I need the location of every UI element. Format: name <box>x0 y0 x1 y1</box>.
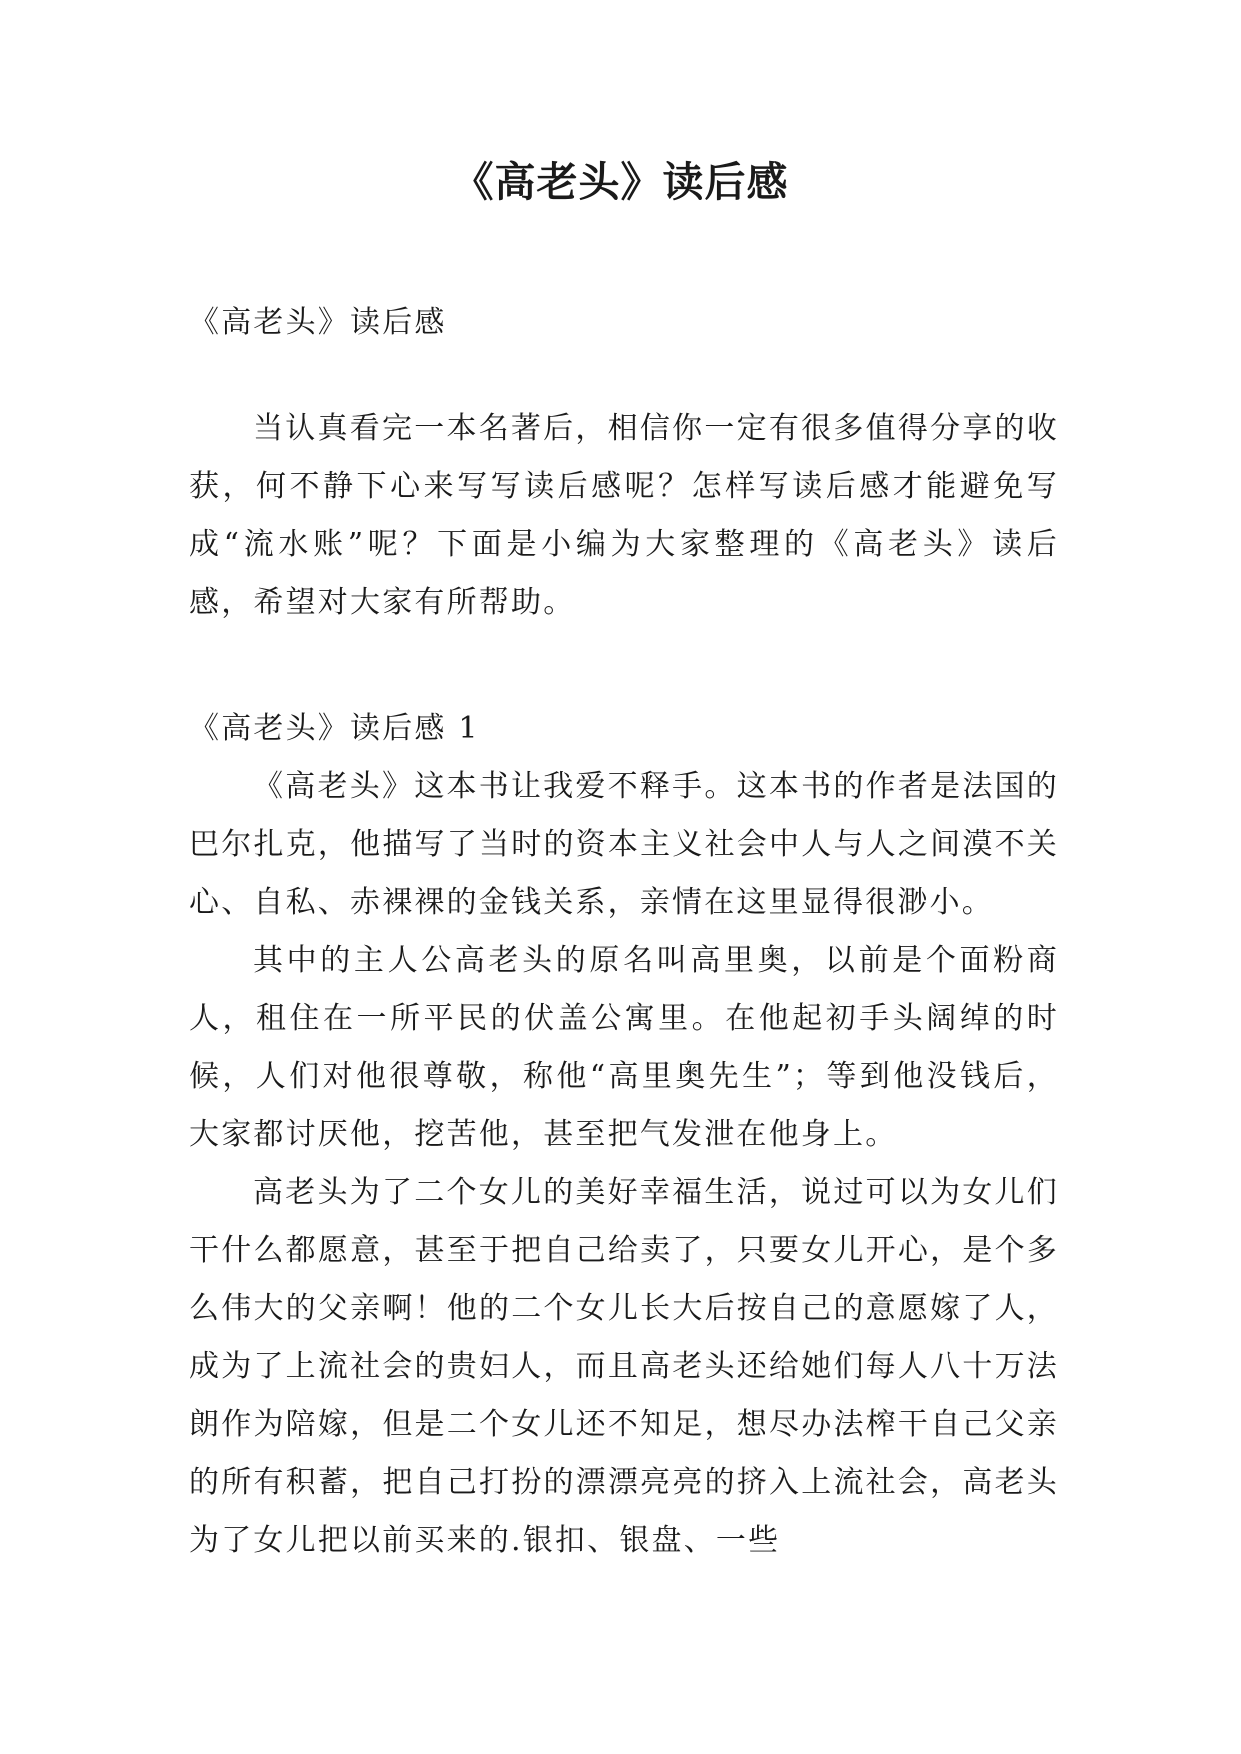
document-subtitle: 《高老头》读后感 <box>189 305 447 340</box>
document-title: 《高老头》读后感 <box>452 158 789 206</box>
body-paragraph-1: 《高老头》这本书让我爱不释手。这本书的作者是法国的巴尔扎克，他描写了当时的资本主义社会中人与人之间漠不关心、自私、赤裸裸的金钱关系，亲情在这里显得很渺小。 <box>189 769 1059 920</box>
body-paragraph-3: 高老头为了二个女儿的美好幸福生活，说过可以为女儿们干什么都愿意，甚至于把自己给卖了，只要女儿开心，是个多么伟大的父亲啊！他的二个女儿长大后按自己的意愿嫁了人，成为了上流社会的贵妇人，而且高老头还给她们每人八十万法朗作为陪嫁，但是二个女儿还不知足，想尽办法榨干自己父亲的所有积蓄，把自己打扮的漂漂亮亮的挤入上流社会，高老头为了女儿把以前买来的.银扣、银盘、一些 <box>189 1175 1059 1558</box>
section-heading: 《高老头》读后感 1 <box>189 711 480 746</box>
intro-paragraph: 当认真看完一本名著后，相信你一定有很多值得分享的收获，何不静下心来写写读后感呢？怎样写读后感才能避免写成“流水账”呢？下面是小编为大家整理的《高老头》读后感，希望对大家有所帮助。 <box>189 411 1059 620</box>
body-paragraph-2: 其中的主人公高老头的原名叫高里奥，以前是个面粉商人，租住在一所平民的伏盖公寓里。在他起初手头阔绰的时候，人们对他很尊敬，称他“高里奥先生”；等到他没钱后，大家都讨厌他，挖苦他，甚至把气发泄在他身上。 <box>189 943 1059 1152</box>
